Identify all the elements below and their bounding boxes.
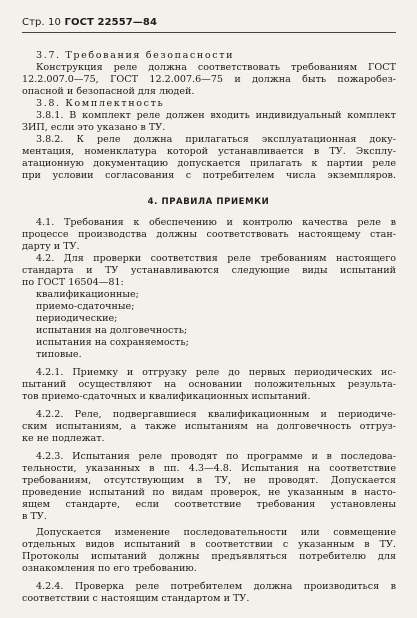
- text-line: 12.2.007.0—75, ГОСТ 12.2.007.6—75 и должна быть пожаробез-: [22, 74, 396, 85]
- header-rule: [22, 32, 396, 33]
- text-line: Конструкция реле должна соответствовать требованиям ГОСТ: [36, 62, 396, 73]
- section-heading: 4. ПРАВИЛА ПРИЕМКИ: [147, 197, 270, 207]
- text-line: процессе производства должны соответствовать настоящему стан-: [22, 229, 396, 240]
- text-line: при условии согласования с потребителем числа экземпляров.: [22, 170, 396, 181]
- text-line: ке не подлежат.: [22, 433, 105, 444]
- text-line: по ГОСТ 16504—81:: [22, 277, 124, 288]
- text-line: 4.2.3. Испытания реле проводят по программе и в последова-: [36, 451, 396, 462]
- list-item: типовые.: [36, 349, 82, 360]
- page-header: [22, 17, 157, 28]
- text-line: ментация, номенклатура которой устанавливается в ТУ. Эксплу-: [22, 146, 396, 157]
- list-item: квалификационные;: [36, 289, 139, 300]
- text-line: Протоколы испытаний должны предъявляться потребителю для: [22, 551, 396, 562]
- text-line: стандарта и ТУ устанавливаются следующие виды испытаний: [22, 265, 396, 276]
- text-line: в ТУ.: [22, 511, 47, 522]
- text-line: 4.2.1. Приемку и отгрузку реле до первых периодических ис-: [36, 367, 396, 378]
- list-item: приемо-сдаточные;: [36, 301, 135, 312]
- list-item: периодические;: [36, 313, 118, 324]
- text-line: атационную документацию допускается прилагать к партии реле: [22, 158, 396, 169]
- text-line: ящем стандарте, если соответствие требования установлены: [22, 499, 396, 510]
- text-line: 4.2.2. Реле, подвергавшиеся квалификационным и периодиче-: [36, 409, 396, 420]
- text-line: 4.1. Требования к обеспечению и контролю качества реле в: [36, 217, 396, 228]
- list-item: испытания на сохраняемость;: [36, 337, 189, 348]
- list-item: испытания на долговечность;: [36, 325, 188, 336]
- text-line: ЗИП, если это указано в ТУ.: [22, 122, 166, 133]
- text-line: дарту и ТУ.: [22, 241, 80, 252]
- page-number: Стр. 10: [22, 17, 61, 28]
- text-line: ознакомления по его требованию.: [22, 563, 197, 574]
- text-line: Допускается изменение последовательности или совмещение: [36, 527, 396, 538]
- text-line: пытаний осуществляют на основании положительных результа-: [22, 379, 396, 390]
- text-line: отдельных видов испытаний в соответствии с указанным в ТУ.: [22, 539, 396, 550]
- text-line: 4.2.4. Проверка реле потребителем должна производиться в: [36, 581, 396, 592]
- text-line: проведение испытаний по видам проверок, не указанным в насто-: [22, 487, 396, 498]
- text-line: 3.8.2. К реле должна прилагаться эксплуатационная доку-: [36, 134, 396, 145]
- text-line: опасной и безопасной для людей.: [22, 86, 195, 97]
- text-line: 3.8.1. В комплект реле должен входить индивидуальный комплект: [36, 110, 396, 121]
- text-line: тов приемо-сдаточных и квалификационных испытаний.: [22, 391, 311, 402]
- text-line: требованиям, отсутствующим в ТУ, не проводят. Допускается: [22, 475, 396, 486]
- subsection-title-3-7: 3.7. Требования безопасности: [36, 50, 235, 61]
- text-line: ским испытаниям, а также испытаниям на долговечность отгруз-: [22, 421, 396, 432]
- text-line: 4.2. Для проверки соответствия реле требованиям настоящего: [36, 253, 396, 264]
- text-line: тельности, указанных в пп. 4.3—4.8. Испытания на соответствие: [22, 463, 396, 474]
- text-line: соответствии с настоящим стандартом и ТУ.: [22, 593, 250, 604]
- standard-designation: ГОСТ 22557—84: [64, 17, 158, 28]
- subsection-title-3-8: 3.8. Комплектность: [36, 98, 165, 109]
